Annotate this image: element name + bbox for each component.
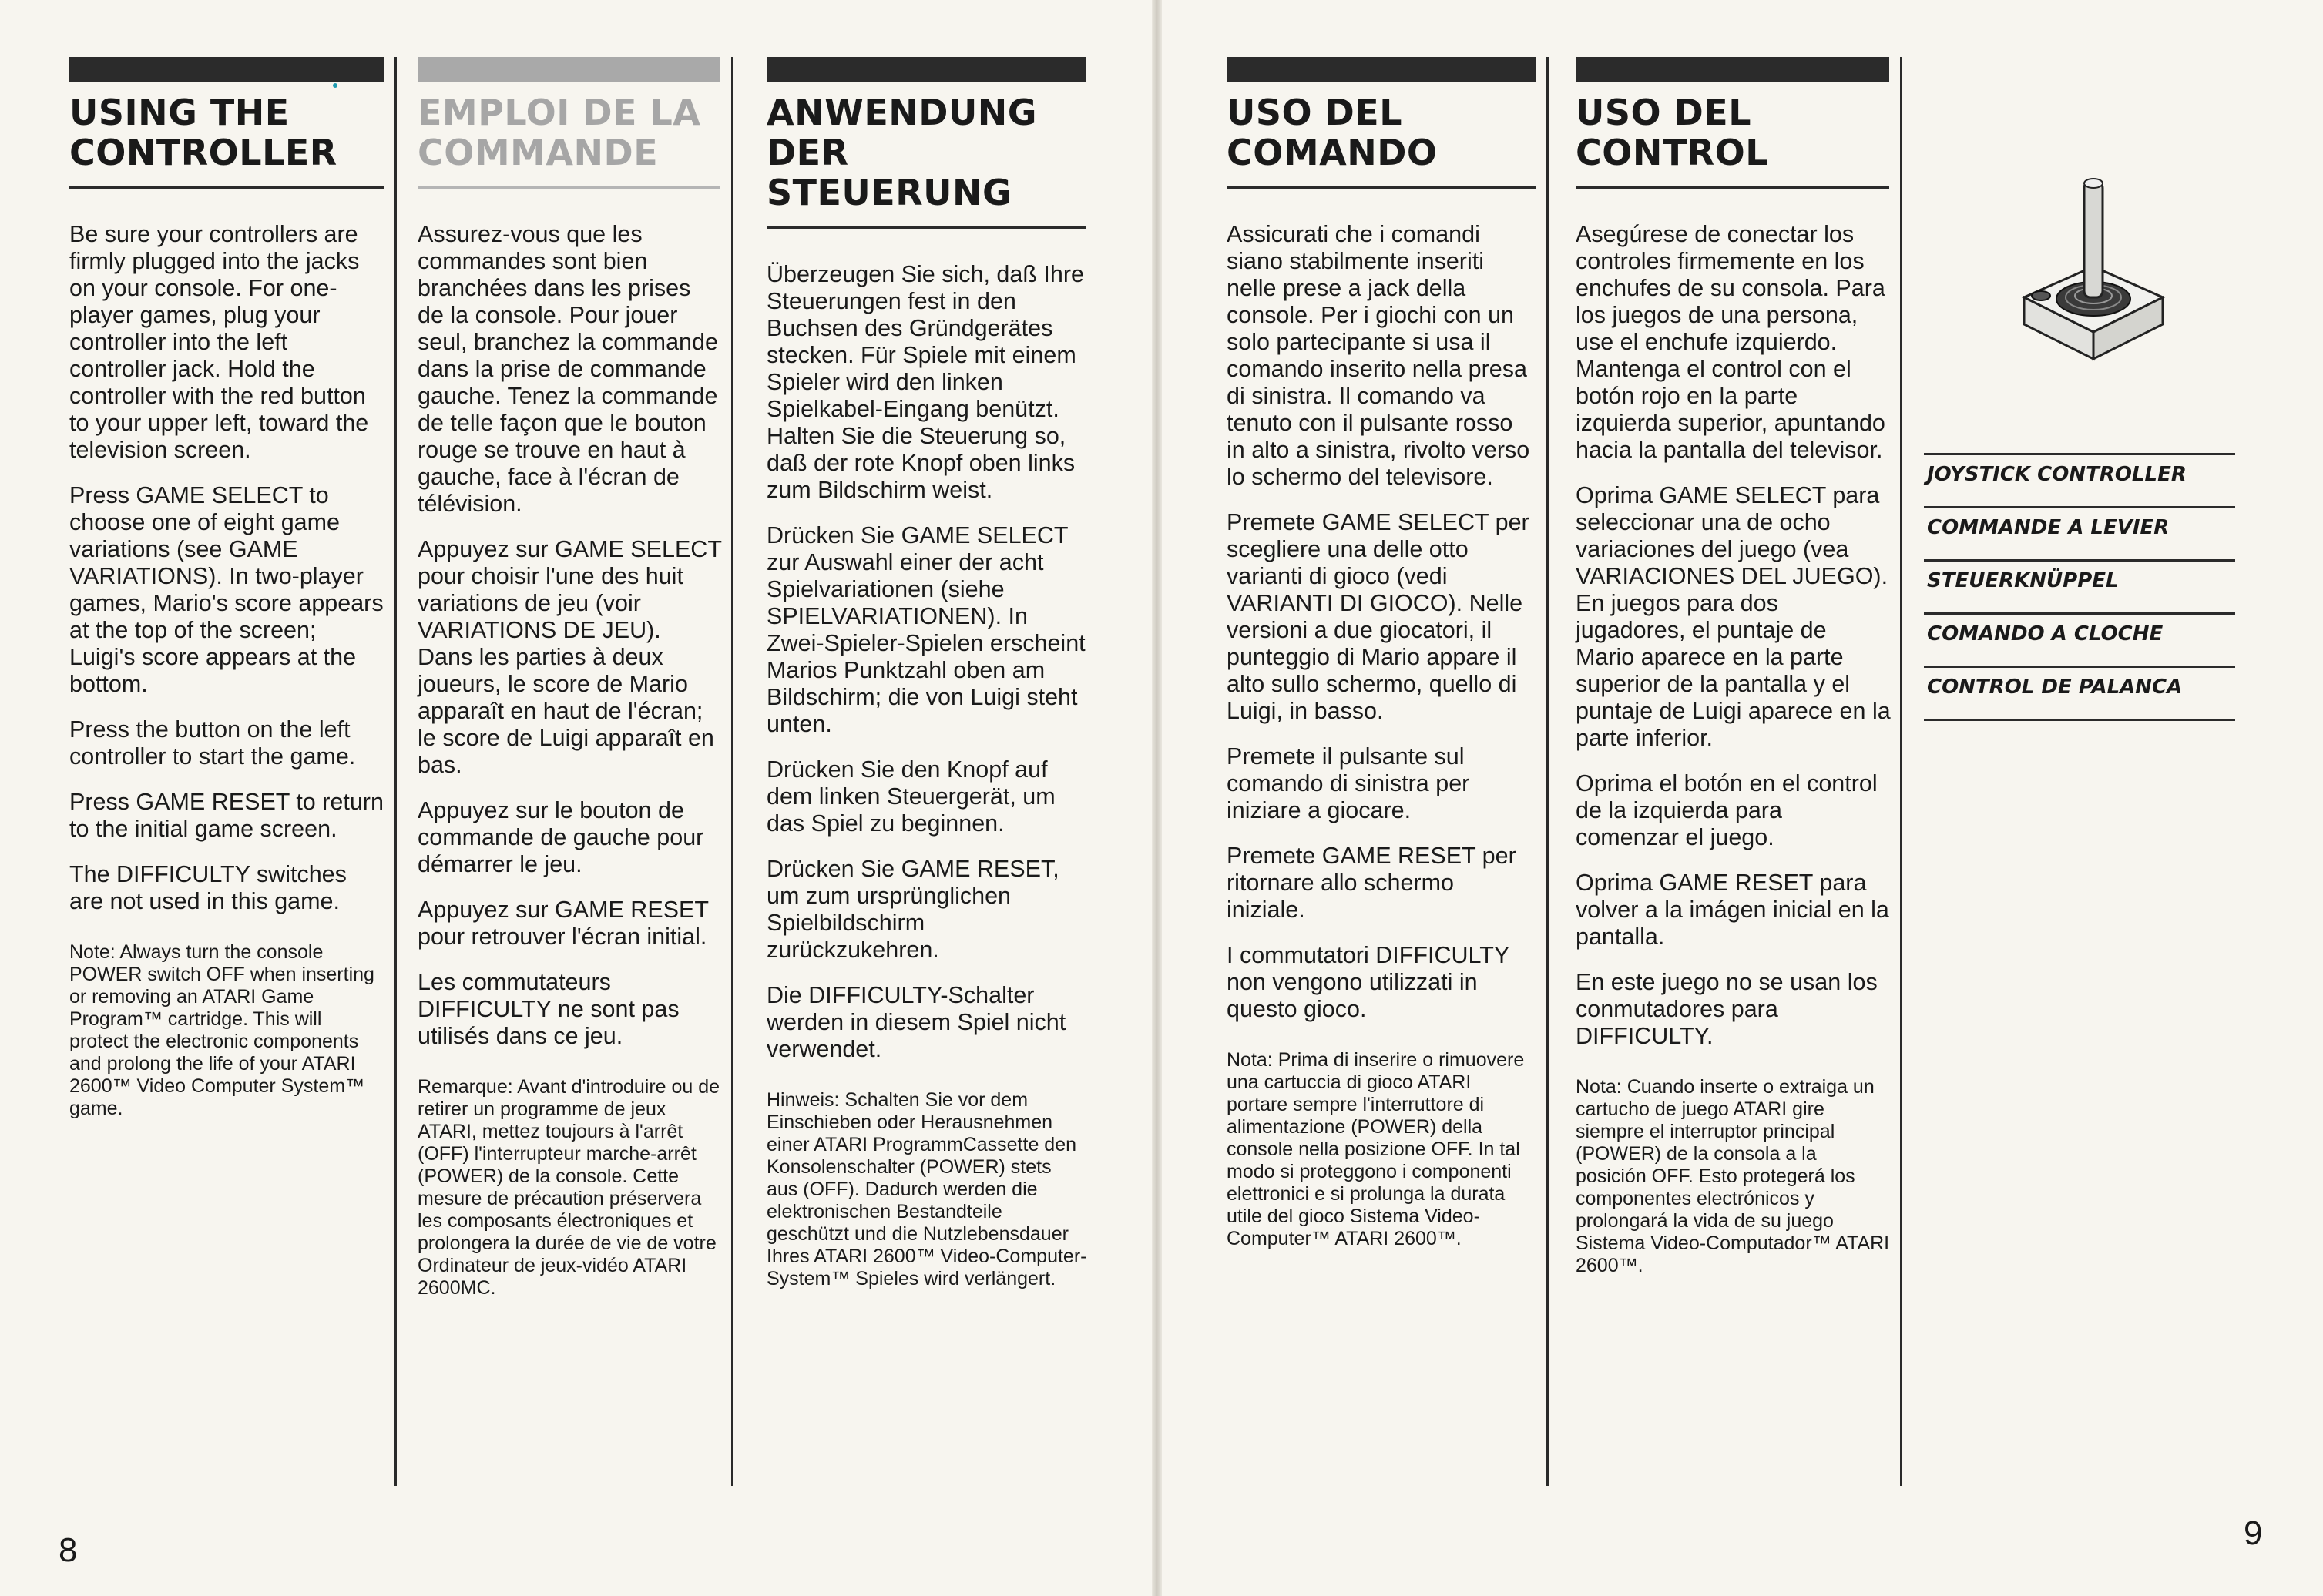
paragraph: Drücken Sie den Knopf auf dem linken Steuergerät, um das Spiel zu beginnen. <box>767 756 1056 837</box>
column-italian <box>1227 57 1549 1486</box>
column-header-bar <box>1227 57 1536 82</box>
paragraph: Les commutateurs DIFFICULTY ne sont pas utilisés dans ce jeu. <box>418 969 680 1049</box>
paragraph: Oprima el botón en el control de la izquierda para comenzar el juego. <box>1576 770 1878 850</box>
paragraph: I commutatori DIFFICULTY non vengono utilizzati in questo gioco. <box>1227 942 1509 1022</box>
column-header-bar <box>69 57 384 82</box>
sidebar <box>1924 43 2235 1476</box>
column-french <box>418 57 733 1486</box>
column-english <box>69 57 397 1486</box>
note: Nota: Prima di inserire o rimuovere una cartuccia di gioco ATARI portare sempre l'interruttore di alimentazione (POWER) della console nella posizione OFF. In tal modo si proteggono i componenti elettronici e si prolunga la durata utile del gioco Sistema Video-Computer™ ATARI 2600™. <box>1227 1049 1525 1249</box>
column-title: USING THE CONTROLLER <box>69 92 384 189</box>
note: Nota: Cuando inserte o extraiga un cartucho de juego ATARI gire siempre el interruptor principal (POWER) de la consola a la posición OFF. Esto protegerá los componentes electrónicos y prolongará la vida de su juego Sistema Video-Computador™ ATARI 2600™. <box>1576 1076 1890 1276</box>
label-spanish: CONTROL DE PALANCA <box>1924 666 2235 721</box>
paragraph: Premete GAME SELECT per scegliere una delle otto varianti di gioco (vedi VARIANTI DI GIOCO). Nelle versioni a due giocatori, il punteggio di Mario appare il alto sullo schermo, quello di Luigi, in basso. <box>1227 509 1529 724</box>
paragraph: Appuyez sur GAME RESET pour retrouver l'écran initial. <box>418 897 709 950</box>
paragraph: Asegúrese de conectar los controles firmemente en los enchufes de su consola. Para los juegos de una persona, use el enchufe izquierdo. Mantenga el control con el botón rojo en la parte izquierda superior, apuntando hacia la pantalla del televisor. <box>1576 221 1885 463</box>
paragraph: Überzeugen Sie sich, daß Ihre Steuerungen fest in den Buchsen des Gründgerätes stecken. Für Spiele mit einem Spieler wird den linken Spielkabel-Eingang benützt. Halten Sie die Steuerung so, daß der rote Knopf oben links zum Bildschirm weist. <box>767 261 1084 503</box>
paragraph: Oprima GAME RESET para volver a la imágen inicial en la pantalla. <box>1576 870 1889 950</box>
page-number: 8 <box>59 1531 78 1569</box>
paragraph: Be sure your controllers are firmly plugged into the jacks on your console. For one-player games, plug your controller into the left controller jack. Hold the controller with the red button to your upper left, toward the television screen. <box>69 221 369 463</box>
label-german: STEUERKNÜPPEL <box>1924 559 2235 612</box>
column-header-bar <box>418 57 720 82</box>
paragraph: Oprima GAME SELECT para seleccionar una de ocho variaciones del juego (vea VARIACIONES DEL JUEGO). En juegos para dos jugadores, el puntaje de Mario aparece en la parte superior de la pantalla y el puntaje de Luigi aparece en la parte inferior. <box>1576 482 1891 751</box>
label-english: JOYSTICK CONTROLLER <box>1924 453 2235 506</box>
paragraph: Press GAME SELECT to choose one of eight game variations (see GAME VARIATIONS). In two-player games, Mario's score appears at the top of the screen; Luigi's score appears at the bottom. <box>69 482 384 697</box>
column-title: USO DEL CONTROL <box>1576 92 1889 189</box>
note: Note: Always turn the console POWER switch OFF when inserting or removing an ATARI Game Program™ cartridge. This will protect the electronic components and prolong the life of your ATARI 2600™ Video Computer System™ game. <box>69 941 374 1119</box>
paragraph: Die DIFFICULTY-Schalter werden in diesem Spiel nicht verwendet. <box>767 982 1066 1062</box>
column-german <box>767 57 1096 1486</box>
label-italian: COMANDO A CLOCHE <box>1924 612 2235 666</box>
joystick-icon <box>2009 166 2178 382</box>
paragraph: Press the button on the left controller to start the game. <box>69 716 356 770</box>
note: Remarque: Avant d'introduire ou de retirer un programme de jeux ATARI, mettez toujours à l'arrêt (OFF) l'interrupteur marche-arrêt (POWER) de la console. Cette mesure de précaution préservera les composants électroniques et prolongera la durée de vie de votre Ordinateur de jeux-vidéo ATARI 2600MC. <box>418 1076 720 1299</box>
paragraph: Premete GAME RESET per ritornare allo schermo iniziale. <box>1227 843 1516 923</box>
note: Hinweis: Schalten Sie vor dem Einschieben oder Herausnehmen einer ATARI ProgrammCassette den Konsolenschalter (POWER) stets aus (OFF). Dadurch werden die elektronischen Bestandteile geschützt und die Nutzlebensdauer Ihres ATARI 2600™ Video-Computer-System™ Spieles wird verlängert. <box>767 1089 1087 1289</box>
column-title: ANWENDUNG DER STEUERUNG <box>767 92 1086 229</box>
print-speck <box>333 83 337 88</box>
paragraph: Assicurati che i comandi siano stabilmente inseriti nelle prese a jack della console. Per i giochi con un solo partecipante si usa il comando inserito nella presa di sinistra. Il comando va tenuto con il pulsante rosso in alto a sinistra, rivolto verso lo schermo del televisore. <box>1227 221 1530 490</box>
paragraph: Press GAME RESET to return to the initial game screen. <box>69 789 384 842</box>
page-number: 9 <box>2244 1514 2263 1552</box>
column-header-bar <box>767 57 1086 82</box>
column-title: USO DEL COMANDO <box>1227 92 1536 189</box>
paragraph: Appuyez sur le bouton de commande de gauche pour démarrer le jeu. <box>418 797 704 877</box>
column-header-bar <box>1576 57 1889 82</box>
label-french: COMMANDE A LEVIER <box>1924 506 2235 559</box>
column-spanish <box>1576 57 1902 1486</box>
paragraph: Drücken Sie GAME RESET, um zum ursprünglichen Spielbildschirm zurückzukehren. <box>767 856 1059 963</box>
paragraph: Premete il pulsante sul comando di sinistra per iniziare a giocare. <box>1227 743 1470 823</box>
paragraph: En este juego no se usan los conmutadores para DIFFICULTY. <box>1576 969 1878 1049</box>
column-title: EMPLOI DE LA COMMANDE <box>418 92 720 189</box>
paragraph: Assurez-vous que les commandes sont bien branchées dans les prises de la console. Pour jouer seul, branchez la commande dans la prise de commande gauche. Tenez la commande de telle façon que le bouton rouge se trouve en haut à gauche, face à l'écran de télévision. <box>418 221 718 517</box>
controller-name-list <box>1924 453 2235 721</box>
paragraph: Appuyez sur GAME SELECT pour choisir l'une des huit variations de jeu (voir VARIATIONS DE JEU). Dans les parties à deux joueurs, le score de Mario apparaît en haut de l'écran; le score de Luigi apparaît en bas. <box>418 536 722 778</box>
paragraph: Drücken Sie GAME SELECT zur Auswahl einer der acht Spielvariationen (siehe SPIELVARIATIONEN). In Zwei-Spieler-Spielen erscheint Marios Punktzahl oben am Bildschirm; die von Luigi steht unten. <box>767 522 1086 737</box>
paragraph: The DIFFICULTY switches are not used in this game. <box>69 861 347 914</box>
book-gutter <box>1152 0 1162 1596</box>
